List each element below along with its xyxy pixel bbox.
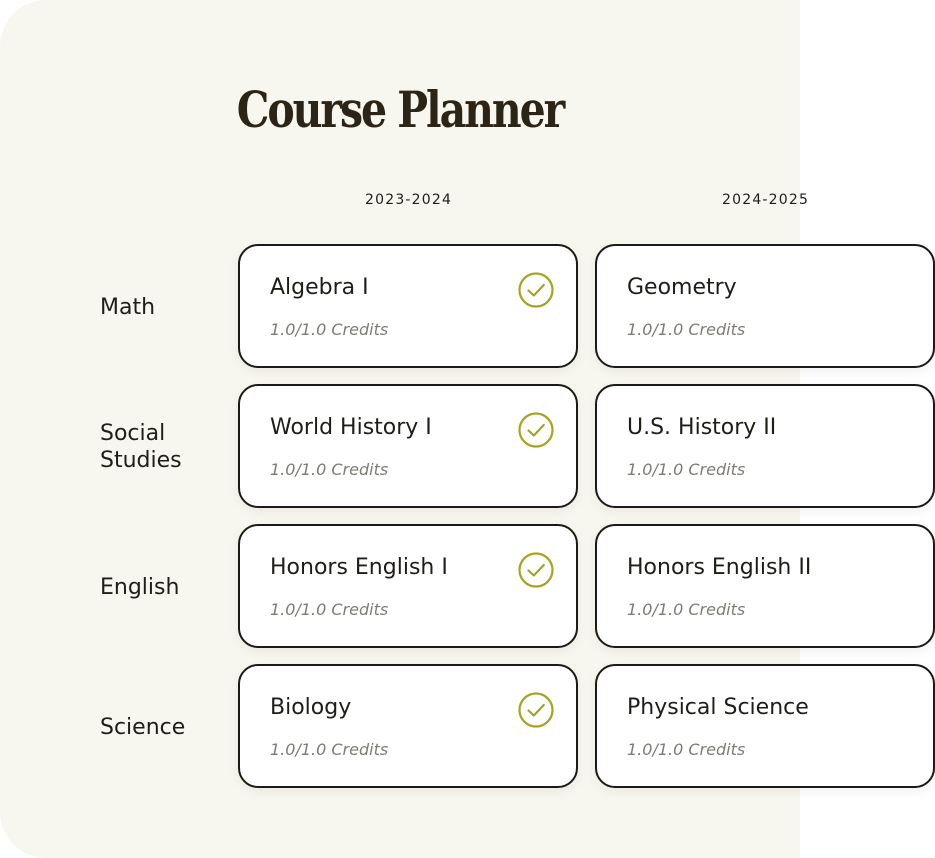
course-credits: 1.0/1.0 Credits: [270, 460, 389, 479]
row-label-social-studies: [100, 420, 182, 474]
course-name: Geometry: [627, 275, 737, 300]
course-card[interactable]: [238, 244, 578, 368]
row-label-text: Social: [100, 421, 166, 446]
check-circle-icon: [518, 692, 554, 728]
course-name: Honors English II: [627, 555, 812, 580]
check-circle-icon: [518, 272, 554, 308]
course-card[interactable]: [238, 664, 578, 788]
course-name: Honors English I: [270, 555, 448, 580]
row-label-math: [100, 294, 155, 321]
course-card[interactable]: [595, 664, 935, 788]
row-label-science: [100, 714, 185, 741]
check-circle-icon: [518, 412, 554, 448]
course-credits: 1.0/1.0 Credits: [270, 740, 389, 759]
page-title: Course Planner: [236, 80, 564, 139]
course-card[interactable]: [595, 244, 935, 368]
course-credits: 1.0/1.0 Credits: [627, 600, 746, 619]
course-card[interactable]: [238, 524, 578, 648]
row-label-text: Studies: [100, 448, 182, 473]
course-card[interactable]: [238, 384, 578, 508]
course-name: Algebra I: [270, 275, 369, 300]
row-label-text: English: [100, 575, 180, 600]
year-header-2023-2024: 2023-2024: [365, 192, 453, 208]
course-credits: 1.0/1.0 Credits: [627, 460, 746, 479]
course-credits: 1.0/1.0 Credits: [270, 320, 389, 339]
course-card[interactable]: [595, 384, 935, 508]
row-label-text: Math: [100, 295, 156, 320]
course-name: Physical Science: [627, 695, 809, 720]
row-label-text: Science: [100, 715, 186, 740]
check-circle-icon: [518, 552, 554, 588]
course-credits: 1.0/1.0 Credits: [627, 320, 746, 339]
course-name: U.S. History II: [627, 415, 777, 440]
course-credits: 1.0/1.0 Credits: [270, 600, 389, 619]
course-credits: 1.0/1.0 Credits: [627, 740, 746, 759]
course-card[interactable]: [595, 524, 935, 648]
course-name: World History I: [270, 415, 432, 440]
row-label-english: [100, 574, 179, 601]
course-name: Biology: [270, 695, 352, 720]
year-header-2024-2025: 2024-2025: [722, 192, 810, 208]
